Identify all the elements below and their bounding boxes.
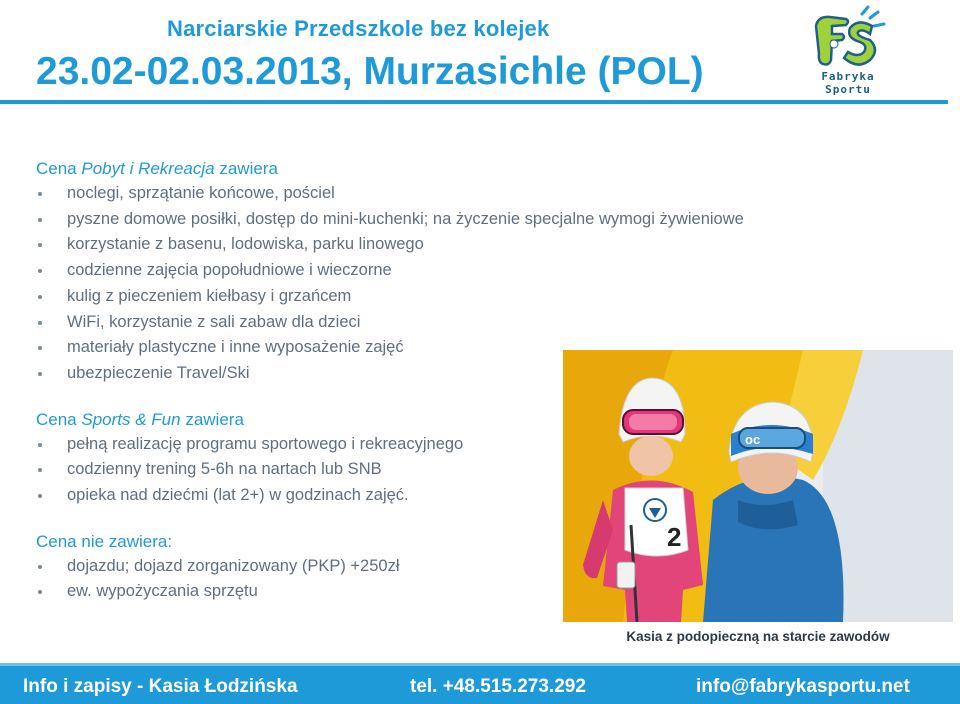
page-subtitle: Narciarskie Przedszkole bez kolejek [167, 16, 550, 41]
list-item: ew. wypożyczania sprzętu [36, 579, 576, 605]
footer-phone[interactable]: tel. +48.515.273.292 [410, 676, 586, 697]
list-item: kulig z pieczeniem kiełbasy i grzańcem [36, 284, 576, 310]
fs-logo-icon [806, 4, 890, 72]
section-head-pobyt: Cena Pobyt i Rekreacja zawiera [36, 159, 278, 178]
list-sports [36, 432, 576, 509]
list-item: WiFi, korzystanie z sali zabaw dla dzieci [36, 310, 576, 336]
section-head-excluded: Cena nie zawiera: [36, 531, 173, 551]
list-item: pyszne domowe posiłki, dostęp do mini-kuchenki; na życzenie specjalne wymogi żywieniowe [36, 207, 576, 233]
list-item: materiały plastyczne i inne wyposażenie zajęć [36, 335, 576, 361]
helmet-text: oc [745, 432, 761, 447]
footer-bar [0, 663, 960, 704]
footer-email[interactable]: info@fabrykasportu.net [696, 676, 910, 697]
list-item: codzienne zajęcia popołudniowe i wieczorne [36, 258, 576, 284]
logo-text-line2: Sportu [825, 83, 871, 96]
list-item: ubezpieczenie Travel/Ski [36, 361, 576, 387]
photo-caption: Kasia z podopieczną na starcie zawodów [626, 629, 890, 644]
list-excluded [36, 554, 576, 605]
list-pobyt [36, 181, 744, 387]
list-item: pełną realizację programu sportowego i rekreacyjnego [36, 432, 576, 458]
list-item: korzystanie z basenu, lodowiska, parku linowego [36, 232, 576, 258]
list-item: opieka nad dziećmi (lat 2+) w godzinach zajęć. [36, 483, 576, 509]
footer-info: Info i zapisy - Kasia Łodzińska [23, 676, 298, 697]
ski-photo-illustration [563, 350, 953, 622]
page-title: 23.02-02.03.2013, Murzasichle (POL) [36, 50, 704, 93]
section-head-sports: Cena Sports & Fun zawiera [36, 409, 244, 429]
fabryka-sportu-logo [806, 4, 890, 98]
list-item: codzienny trening 5-6h na nartach lub SNB [36, 457, 576, 483]
bib-number: 2 [667, 522, 682, 552]
list-item: dojazdu; dojazd zorganizowany (PKP) +250zł [36, 554, 576, 580]
logo-text-line1: Fabryka [821, 70, 875, 83]
price-details [36, 157, 744, 605]
list-item: noclegi, sprzątanie końcowe, pościel [36, 181, 576, 207]
title-divider [0, 100, 948, 104]
ski-photo [563, 350, 953, 622]
